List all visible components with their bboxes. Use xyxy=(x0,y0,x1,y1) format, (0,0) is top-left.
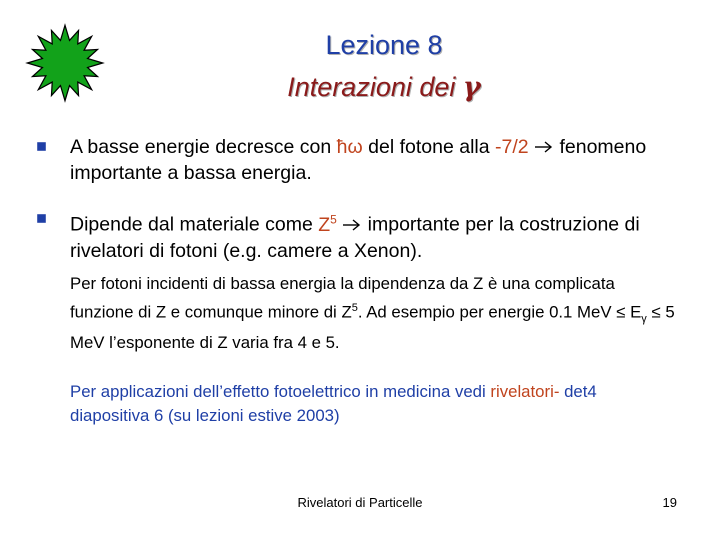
gamma-symbol: γ xyxy=(462,72,481,103)
detail-text-b: . Ad esempio per energie 0.1 MeV ≤ E xyxy=(357,302,642,322)
reference-text-a: Per applicazioni dell’effetto fotoelettrico in medicina vedi xyxy=(70,382,491,401)
slide-subtitle xyxy=(0,72,720,103)
square-bullet-icon xyxy=(37,214,46,223)
slide-title: Lezione 8 xyxy=(325,30,443,60)
hbar-omega-symbol: ħω xyxy=(336,136,363,158)
bullet-1-text-b: del fotone alla xyxy=(362,136,496,158)
bullet-2-text-a: Dipende dal materiale come xyxy=(70,213,319,236)
subtitle-text: Interazioni dei xyxy=(287,72,463,102)
bullet-2-text-b: importante per la costruzione di rivelatori di fotoni (e.g. camere a Xenon). xyxy=(70,213,640,262)
detail-paragraph xyxy=(70,272,680,355)
detail-text-a: Per fotoni incidenti di bassa energia la dipendenza da Z è una complicata funzione di Z e comunque minore di Z xyxy=(70,274,615,322)
arrow-right-icon xyxy=(534,141,554,153)
bullet-2 xyxy=(36,206,686,264)
detail-text-c: ≤ 5 MeV l’esponente di Z varia fra 4 e 5. xyxy=(70,302,675,352)
square-bullet-icon xyxy=(37,142,46,151)
reference-paragraph xyxy=(70,380,680,428)
reference-text-b: det4 diapositiva 6 (su lezioni estive 2003) xyxy=(70,382,597,425)
gamma-subscript: γ xyxy=(641,312,647,325)
bullet-1 xyxy=(36,134,686,186)
z-value xyxy=(318,214,337,236)
detail-exponent: 5 xyxy=(351,302,358,314)
arrow-right-icon xyxy=(342,219,362,231)
bullet-1-text-c: fenomeno importante a bassa energia. xyxy=(70,136,647,184)
reference-link[interactable]: rivelatori- xyxy=(490,382,560,401)
footer-course-title: Rivelatori di Particelle xyxy=(297,495,423,510)
z-letter: Z xyxy=(318,213,331,236)
z-exponent: 5 xyxy=(330,212,337,226)
bullet-1-text-a: A basse energie decresce con xyxy=(70,136,337,158)
exponent-value: -7/2 xyxy=(495,136,529,158)
page-number: 19 xyxy=(662,495,677,510)
